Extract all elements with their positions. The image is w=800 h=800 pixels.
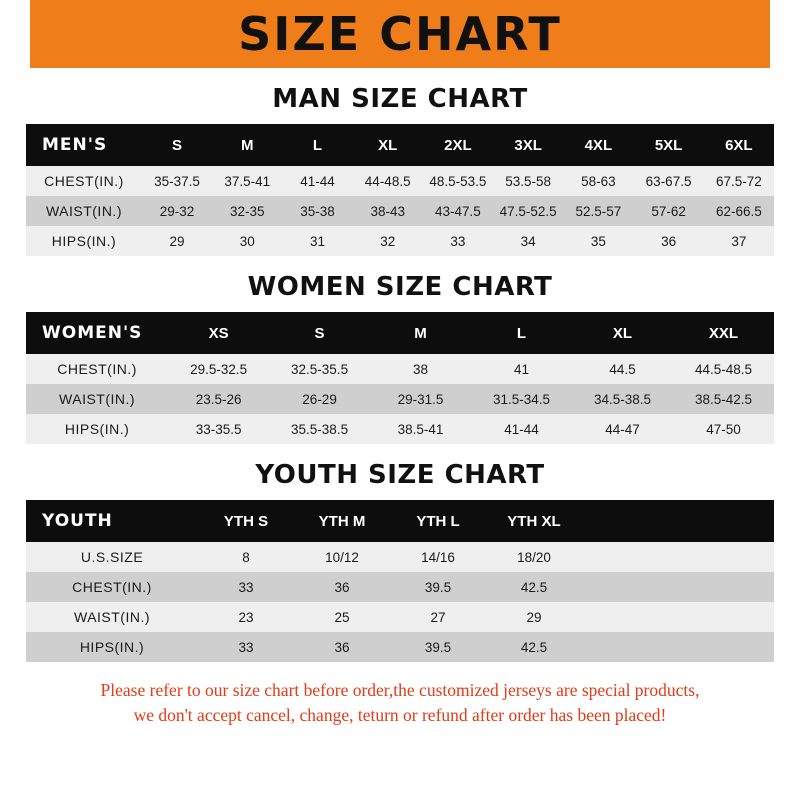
- table-cell: 58-63: [563, 166, 633, 196]
- column-header: 3XL: [493, 124, 563, 166]
- table-cell: 48.5-53.5: [423, 166, 493, 196]
- column-header: XL: [572, 312, 673, 354]
- table-cell: 36: [294, 572, 390, 602]
- table-cell: 32: [353, 226, 423, 256]
- table-row: [26, 226, 774, 256]
- column-header: S: [269, 312, 370, 354]
- header-banner: [0, 0, 800, 68]
- page-title: SIZE CHART: [238, 7, 562, 61]
- column-header: YTH M: [294, 500, 390, 542]
- women-size-section: [0, 272, 800, 444]
- table-cell: 33: [198, 572, 294, 602]
- column-header: S: [142, 124, 212, 166]
- column-header: YTH XL: [486, 500, 582, 542]
- table-cell: 63-67.5: [633, 166, 703, 196]
- banner-left-strip: [0, 0, 30, 68]
- table-cell: 38-43: [353, 196, 423, 226]
- table-row: [26, 166, 774, 196]
- table-cell: 53.5-58: [493, 166, 563, 196]
- table-row: [26, 414, 774, 444]
- table-cell: 31: [282, 226, 352, 256]
- table-cell: 38.5-42.5: [673, 384, 774, 414]
- table-cell: 47.5-52.5: [493, 196, 563, 226]
- women-size-table: [26, 312, 774, 444]
- men-row-head-label: MEN'S: [26, 124, 142, 166]
- table-cell: 23: [198, 602, 294, 632]
- table-cell: 33: [423, 226, 493, 256]
- table-cell: 29-31.5: [370, 384, 471, 414]
- table-cell: 62-66.5: [704, 196, 774, 226]
- column-header: L: [471, 312, 572, 354]
- table-cell: 41-44: [471, 414, 572, 444]
- table-cell: 29: [486, 602, 582, 632]
- column-header: XL: [353, 124, 423, 166]
- table-cell: 29: [142, 226, 212, 256]
- table-cell: 33-35.5: [168, 414, 269, 444]
- row-label: HIPS(IN.): [26, 226, 142, 256]
- table-cell: 33: [198, 632, 294, 662]
- table-cell: 47-50: [673, 414, 774, 444]
- table-cell: 67.5-72: [704, 166, 774, 196]
- column-header: [678, 500, 774, 542]
- table-cell: 39.5: [390, 572, 486, 602]
- table-cell: [678, 632, 774, 662]
- row-label: U.S.SIZE: [26, 542, 198, 572]
- table-cell: 30: [212, 226, 282, 256]
- table-cell: 38.5-41: [370, 414, 471, 444]
- column-header: YTH S: [198, 500, 294, 542]
- row-label: HIPS(IN.): [26, 632, 198, 662]
- table-cell: 34: [493, 226, 563, 256]
- column-header: XS: [168, 312, 269, 354]
- table-cell: 57-62: [633, 196, 703, 226]
- table-cell: [678, 572, 774, 602]
- men-section-title: MAN SIZE CHART: [272, 84, 528, 114]
- table-cell: [678, 602, 774, 632]
- row-label: WAIST(IN.): [26, 602, 198, 632]
- table-cell: 35-38: [282, 196, 352, 226]
- table-cell: 44.5: [572, 354, 673, 384]
- table-cell: [582, 602, 678, 632]
- table-cell: 44-48.5: [353, 166, 423, 196]
- footer-note-line-2: we don't accept cancel, change, teturn or refund after order has been placed!: [133, 705, 667, 726]
- table-cell: 32-35: [212, 196, 282, 226]
- table-row: [26, 542, 774, 572]
- table-cell: 36: [294, 632, 390, 662]
- table-cell: [678, 542, 774, 572]
- table-header-row: [26, 124, 774, 166]
- footer-note-line-1: Please refer to our size chart before order,the customized jerseys are special products,: [100, 680, 700, 700]
- row-label: WAIST(IN.): [26, 196, 142, 226]
- table-cell: 36: [633, 226, 703, 256]
- table-cell: 42.5: [486, 632, 582, 662]
- column-header: [582, 500, 678, 542]
- table-cell: 52.5-57: [563, 196, 633, 226]
- table-cell: 44-47: [572, 414, 673, 444]
- table-header-row: [26, 312, 774, 354]
- table-cell: 34.5-38.5: [572, 384, 673, 414]
- column-header: 4XL: [563, 124, 633, 166]
- table-cell: 26-29: [269, 384, 370, 414]
- column-header: XXL: [673, 312, 774, 354]
- column-header: M: [212, 124, 282, 166]
- row-label: WAIST(IN.): [26, 384, 168, 414]
- youth-size-table: [26, 500, 774, 662]
- table-cell: 42.5: [486, 572, 582, 602]
- table-cell: 10/12: [294, 542, 390, 572]
- men-size-table: [26, 124, 774, 256]
- banner-right-strip: [770, 0, 800, 68]
- column-header: YTH L: [390, 500, 486, 542]
- table-cell: [582, 572, 678, 602]
- youth-size-section: [0, 460, 800, 662]
- row-label: HIPS(IN.): [26, 414, 168, 444]
- youth-section-title: YOUTH SIZE CHART: [255, 460, 545, 490]
- table-cell: 23.5-26: [168, 384, 269, 414]
- column-header: 6XL: [704, 124, 774, 166]
- table-cell: 39.5: [390, 632, 486, 662]
- table-cell: 37: [704, 226, 774, 256]
- table-cell: 35-37.5: [142, 166, 212, 196]
- table-row: [26, 384, 774, 414]
- table-row: [26, 354, 774, 384]
- table-cell: 29.5-32.5: [168, 354, 269, 384]
- table-cell: 18/20: [486, 542, 582, 572]
- row-label: CHEST(IN.): [26, 166, 142, 196]
- youth-row-head-label: YOUTH: [26, 500, 198, 542]
- table-cell: 35.5-38.5: [269, 414, 370, 444]
- footer-note: [0, 678, 800, 729]
- table-cell: 14/16: [390, 542, 486, 572]
- table-cell: 41: [471, 354, 572, 384]
- table-cell: [582, 542, 678, 572]
- men-size-section: [0, 84, 800, 256]
- table-row: [26, 572, 774, 602]
- table-cell: 35: [563, 226, 633, 256]
- table-cell: 41-44: [282, 166, 352, 196]
- women-section-title: WOMEN SIZE CHART: [247, 272, 553, 302]
- table-row: [26, 632, 774, 662]
- row-label: CHEST(IN.): [26, 572, 198, 602]
- table-cell: 27: [390, 602, 486, 632]
- table-cell: [582, 632, 678, 662]
- table-cell: 44.5-48.5: [673, 354, 774, 384]
- table-cell: 43-47.5: [423, 196, 493, 226]
- column-header: L: [282, 124, 352, 166]
- table-cell: 37.5-41: [212, 166, 282, 196]
- column-header: 5XL: [633, 124, 703, 166]
- table-row: [26, 196, 774, 226]
- table-cell: 25: [294, 602, 390, 632]
- column-header: M: [370, 312, 471, 354]
- table-row: [26, 602, 774, 632]
- row-label: CHEST(IN.): [26, 354, 168, 384]
- table-header-row: [26, 500, 774, 542]
- table-cell: 32.5-35.5: [269, 354, 370, 384]
- table-cell: 29-32: [142, 196, 212, 226]
- table-cell: 31.5-34.5: [471, 384, 572, 414]
- table-cell: 8: [198, 542, 294, 572]
- column-header: 2XL: [423, 124, 493, 166]
- table-cell: 38: [370, 354, 471, 384]
- women-row-head-label: WOMEN'S: [26, 312, 168, 354]
